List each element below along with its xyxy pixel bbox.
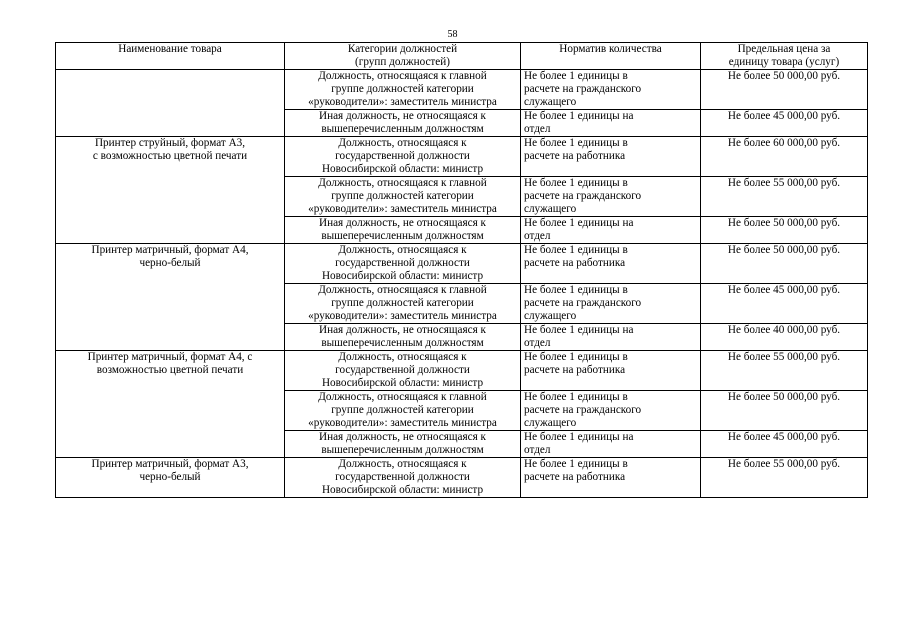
position-category-cell: Должность, относящаяся к государственной должности Новосибирской области: министр	[285, 458, 521, 498]
quantity-norm-cell: Не более 1 единицы в расчете на работника	[521, 458, 701, 498]
position-category-cell: Должность, относящаяся к главной группе должностей категории «руководители»: заместитель министра	[285, 70, 521, 110]
quantity-norm-cell: Не более 1 единицы на отдел	[521, 110, 701, 137]
table-row	[56, 351, 868, 391]
quantity-norm-cell: Не более 1 единицы на отдел	[521, 431, 701, 458]
price-cell: Не более 50 000,00 руб.	[701, 391, 868, 431]
header-row	[56, 43, 868, 70]
position-category-cell: Должность, относящаяся к государственной должности Новосибирской области: министр	[285, 244, 521, 284]
table-row	[56, 70, 868, 110]
quantity-norm-cell: Не более 1 единицы в расчете на работника	[521, 351, 701, 391]
position-category-cell: Должность, относящаяся к главной группе должностей категории «руководители»: заместитель министра	[285, 391, 521, 431]
quantity-norm-cell: Не более 1 единицы в расчете на гражданского служащего	[521, 177, 701, 217]
price-cell: Не более 55 000,00 руб.	[701, 351, 868, 391]
position-category-cell: Должность, относящаяся к государственной должности Новосибирской области: министр	[285, 137, 521, 177]
position-category-cell: Иная должность, не относящаяся к вышеперечисленным должностям	[285, 110, 521, 137]
page-number: 58	[447, 29, 458, 40]
price-cell: Не более 40 000,00 руб.	[701, 324, 868, 351]
product-name-cell: Принтер матричный, формат А4, черно-белый	[56, 244, 285, 351]
table-row	[56, 137, 868, 177]
table-header	[56, 43, 868, 70]
position-category-cell: Должность, относящаяся к главной группе должностей категории «руководители»: заместитель министра	[285, 284, 521, 324]
quantity-norm-cell: Не более 1 единицы в расчете на гражданского служащего	[521, 70, 701, 110]
norms-table	[55, 42, 868, 498]
price-cell: Не более 45 000,00 руб.	[701, 431, 868, 458]
position-category-cell: Иная должность, не относящаяся к вышеперечисленным должностям	[285, 431, 521, 458]
price-cell: Не более 55 000,00 руб.	[701, 458, 868, 498]
table-row	[56, 244, 868, 284]
header-product-name: Наименование товара	[56, 43, 285, 70]
price-cell: Не более 50 000,00 руб.	[701, 70, 868, 110]
header-position-categories: Категории должностей (групп должностей)	[285, 43, 521, 70]
product-name-cell	[56, 70, 285, 137]
product-name-cell: Принтер струйный, формат А3, с возможностью цветной печати	[56, 137, 285, 244]
price-cell: Не более 50 000,00 руб.	[701, 217, 868, 244]
price-cell: Не более 55 000,00 руб.	[701, 177, 868, 217]
table-row	[56, 458, 868, 498]
quantity-norm-cell: Не более 1 единицы в расчете на гражданского служащего	[521, 391, 701, 431]
price-cell: Не более 60 000,00 руб.	[701, 137, 868, 177]
position-category-cell: Должность, относящаяся к государственной должности Новосибирской области: министр	[285, 351, 521, 391]
position-category-cell: Должность, относящаяся к главной группе должностей категории «руководители»: заместитель министра	[285, 177, 521, 217]
product-name-cell: Принтер матричный, формат А4, с возможностью цветной печати	[56, 351, 285, 458]
price-cell: Не более 45 000,00 руб.	[701, 284, 868, 324]
header-quantity-norm: Норматив количества	[521, 43, 701, 70]
position-category-cell: Иная должность, не относящаяся к вышеперечисленным должностям	[285, 217, 521, 244]
quantity-norm-cell: Не более 1 единицы в расчете на работника	[521, 244, 701, 284]
position-category-cell: Иная должность, не относящаяся к вышеперечисленным должностям	[285, 324, 521, 351]
table-body	[56, 70, 868, 498]
price-cell: Не более 45 000,00 руб.	[701, 110, 868, 137]
price-cell: Не более 50 000,00 руб.	[701, 244, 868, 284]
quantity-norm-cell: Не более 1 единицы на отдел	[521, 324, 701, 351]
quantity-norm-cell: Не более 1 единицы на отдел	[521, 217, 701, 244]
quantity-norm-cell: Не более 1 единицы в расчете на работника	[521, 137, 701, 177]
header-max-price: Предельная цена за единицу товара (услуг)	[701, 43, 868, 70]
quantity-norm-cell: Не более 1 единицы в расчете на гражданского служащего	[521, 284, 701, 324]
product-name-cell: Принтер матричный, формат А3, черно-белый	[56, 458, 285, 498]
